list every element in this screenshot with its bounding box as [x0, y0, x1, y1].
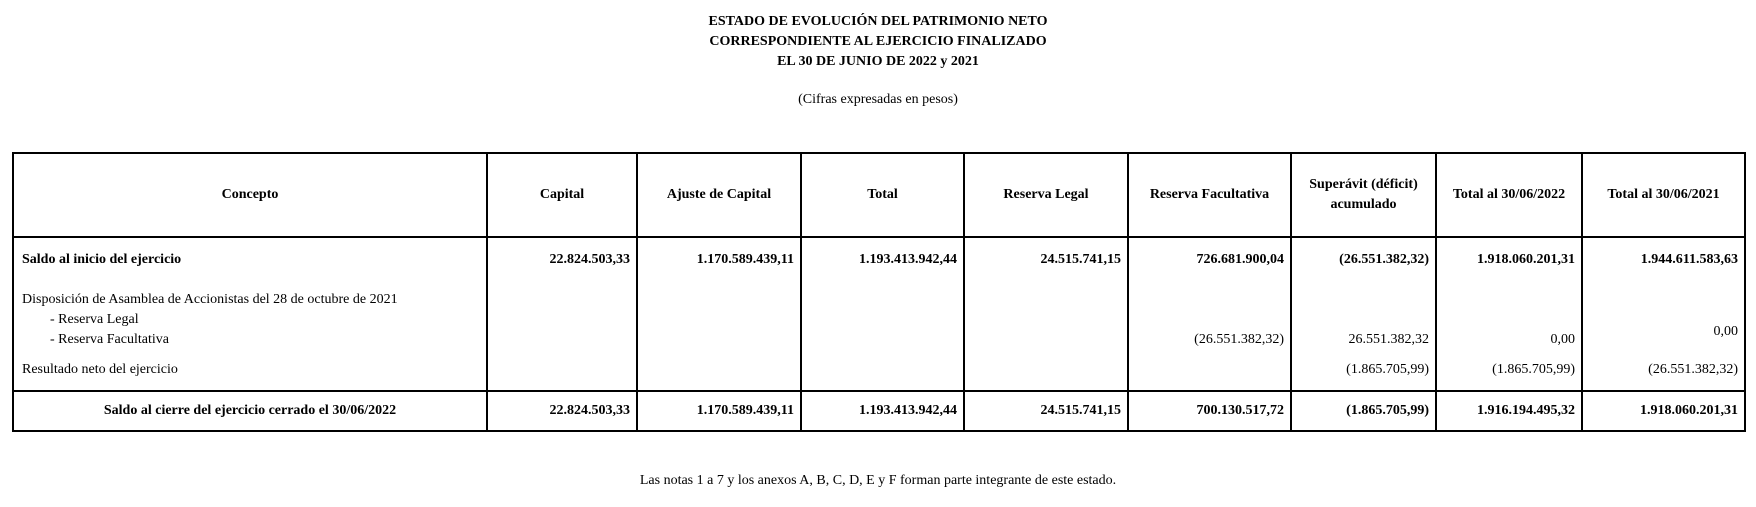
cell-reserva-facultativa: 700.130.517,72	[1128, 391, 1291, 431]
cell-superavit: (1.865.705,99)	[1291, 350, 1436, 391]
row-label-disposition	[13, 290, 487, 350]
equity-statement-table	[12, 152, 1746, 432]
footer-note: Las notas 1 a 7 y los anexos A, B, C, D, E y F forman parte integrante de este estado.	[639, 473, 1117, 488]
cell-capital: 22.824.503,33	[487, 237, 637, 282]
table-row-disposition	[13, 290, 1745, 350]
col-header-reserva-legal: Reserva Legal	[964, 153, 1128, 237]
sub-item-reserva-facultativa: - Reserva Facultativa	[50, 332, 169, 347]
col-header-total-2022: Total al 30/06/2022	[1436, 153, 1582, 237]
col-header-total-2021: Total al 30/06/2021	[1582, 153, 1745, 237]
col-header-ajuste-capital: Ajuste de Capital	[637, 153, 801, 237]
cell-total-2022: 0,00	[1550, 332, 1575, 347]
cell-reserva-facultativa: (26.551.382,32)	[1194, 332, 1284, 347]
cell-superavit: (1.865.705,99)	[1291, 391, 1436, 431]
row-label: Resultado neto del ejercicio	[13, 350, 487, 391]
cell-total-2021: 0,00	[1713, 324, 1738, 339]
table-row-closing-balance	[13, 391, 1745, 431]
cell-total: 1.193.413.942,44	[801, 237, 964, 282]
cell-reserva-legal: 24.515.741,15	[964, 237, 1128, 282]
cell-total-2021: 1.918.060.201,31	[1582, 391, 1745, 431]
table-spacer-row	[13, 282, 1745, 290]
cell-total-2022: (1.865.705,99)	[1436, 350, 1582, 391]
table-row-net-result	[13, 350, 1745, 391]
col-header-capital: Capital	[487, 153, 637, 237]
cell-total-2022: 1.918.060.201,31	[1436, 237, 1582, 282]
cell-ajuste-capital: 1.170.589.439,11	[637, 391, 801, 431]
table-header-row	[13, 153, 1745, 237]
cell-total-2021: 1.944.611.583,63	[1582, 237, 1745, 282]
cell-total-2021: (26.551.382,32)	[1582, 350, 1745, 391]
cell-capital: 22.824.503,33	[487, 391, 637, 431]
col-header-concepto: Concepto	[13, 153, 487, 237]
row-label: Saldo al inicio del ejercicio	[13, 237, 487, 282]
title-line-1: ESTADO DE EVOLUCIÓN DEL PATRIMONIO NETO	[708, 14, 1048, 29]
title-line-2: CORRESPONDIENTE AL EJERCICIO FINALIZADO	[709, 34, 1047, 49]
cell-reserva-legal: 24.515.741,15	[964, 391, 1128, 431]
table-row-opening-balance	[13, 237, 1745, 282]
disposition-label: Disposición de Asamblea de Accionistas del 28 de octubre de 2021	[22, 292, 398, 307]
col-header-total: Total	[801, 153, 964, 237]
col-header-superavit: Superávit (déficit) acumulado	[1291, 153, 1436, 237]
row-label: Saldo al cierre del ejercicio cerrado el 30/06/2022	[13, 391, 487, 431]
cell-total: 1.193.413.942,44	[801, 391, 964, 431]
title-line-3: EL 30 DE JUNIO DE 2022 y 2021	[777, 54, 979, 69]
col-header-reserva-facultativa: Reserva Facultativa	[1128, 153, 1291, 237]
report-subtitle: (Cifras expresadas en pesos)	[798, 92, 958, 107]
cell-superavit: 26.551.382,32	[1348, 332, 1429, 347]
cell-total-2022: 1.916.194.495,32	[1436, 391, 1582, 431]
cell-ajuste-capital: 1.170.589.439,11	[637, 237, 801, 282]
sub-item-reserva-legal: - Reserva Legal	[50, 312, 139, 327]
cell-superavit: (26.551.382,32)	[1291, 237, 1436, 282]
cell-reserva-facultativa: 726.681.900,04	[1128, 237, 1291, 282]
report-title	[0, 12, 1756, 72]
